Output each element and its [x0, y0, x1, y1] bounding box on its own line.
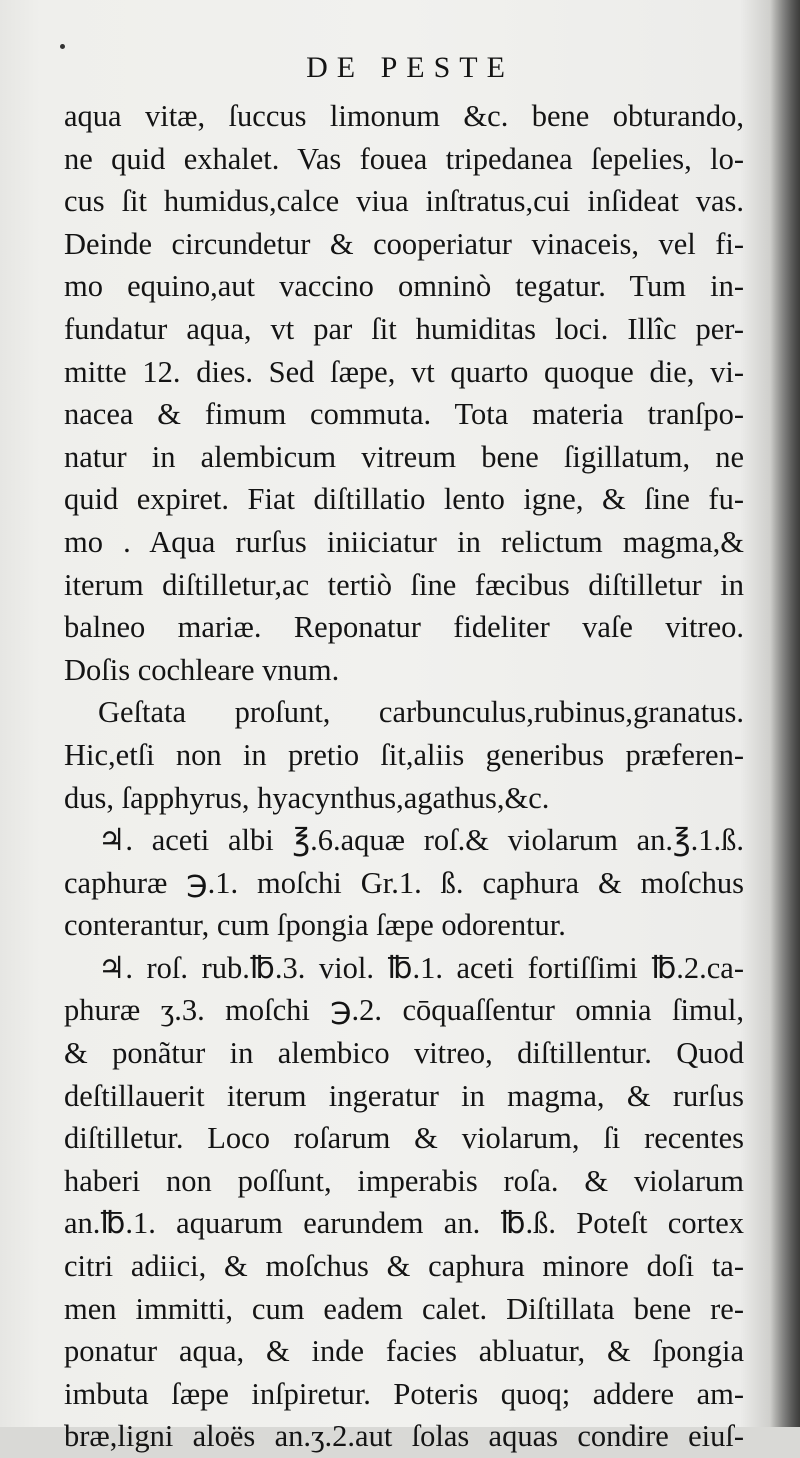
text-line: conterantur, cum ſpongia ſæpe odorentur.: [64, 908, 566, 943]
body-text: [64, 95, 744, 1458]
text-line: ne quid exhalet. Vas fouea tripedanea ſepelies, lo-: [64, 141, 744, 176]
text-line: Geſtata proſunt, carbunculus,rubinus,granatus.: [98, 695, 744, 730]
text-line: Doſis cochleare vnum.: [64, 652, 340, 687]
text-line: fundatur aqua, vt par ſit humiditas loci. Illîc per-: [64, 311, 744, 346]
text-line: deſtillauerit iterum ingeratur in magma, & rurſus: [64, 1078, 744, 1113]
text-line: ponatur aqua, & inde facies abluatur, & ſpongia: [64, 1334, 744, 1369]
text-line: diſtilletur. Loco roſarum & violarum, ſi recentes: [64, 1121, 744, 1156]
text-line: ♃. aceti albi ℥.6.aquæ roſ.& violarum an.℥.1.ß.: [98, 823, 744, 858]
page-edge-shadow: [770, 0, 800, 1427]
text-line: Hic,etſi non in pretio ſit,aliis generibus præferen-: [64, 737, 744, 772]
text-line: an.℔.1. aquarum earundem an. ℔.ß. Poteſt cortex: [64, 1206, 744, 1241]
text-line: imbuta ſæpe inſpiretur. Poteris quoq; addere am-: [64, 1376, 744, 1411]
text-line: mitte 12. dies. Sed ſæpe, vt quarto quoque die, vi-: [64, 354, 744, 389]
text-line: natur in alembicum vitreum bene ſigillatum, ne: [64, 439, 744, 474]
text-line: dus, ſapphyrus, hyacynthus,agathus,&c.: [64, 780, 550, 815]
text-line: nacea & fimum commuta. Tota materia tranſpo-: [64, 397, 744, 432]
text-line: mo . Aqua rurſus iniiciatur in relictum magma,&: [64, 524, 744, 559]
running-header: DE PESTE: [306, 51, 514, 84]
text-line: ♃. roſ. rub.℔.3. viol. ℔.1. aceti fortiſſimi ℔.2.ca-: [98, 950, 744, 985]
text-line: phuræ ʒ.3. moſchi ℈.2. cōquaſſentur omnia ſimul,: [64, 993, 744, 1028]
text-line: men immitti, cum eadem calet. Diſtillata bene re-: [64, 1291, 744, 1326]
text-line: mo equino,aut vaccino omninò tegatur. Tum in-: [64, 269, 744, 304]
text-line: bræ,ligni aloës an.ʒ.2.aut ſolas aquas condire eiuſ-: [64, 1419, 744, 1454]
text-line: citri adiici, & moſchus & caphura minore doſi ta-: [64, 1249, 744, 1284]
text-line: & ponãtur in alembico vitreo, diſtillentur. Quod: [64, 1036, 744, 1071]
text-line: iterum diſtilletur,ac tertiò ſine fæcibus diſtilletur in: [64, 567, 744, 602]
text-line: cus ſit humidus,calce viua inſtratus,cui inſideat vas.: [64, 184, 744, 219]
text-line: aqua vitæ, ſuccus limonum &c. bene obturando,: [64, 99, 744, 133]
text-line: quid expiret. Fiat diſtillatio lento igne, & ſine fu-: [64, 482, 744, 517]
text-line: caphuræ ℈.1. moſchi Gr.1. ß. caphura & moſchus: [64, 865, 744, 900]
text-line: Deinde circundetur & cooperiatur vinaceis, vel fi-: [64, 226, 744, 261]
text-line: haberi non poſſunt, imperabis roſa. & violarum: [64, 1163, 744, 1198]
text-line: balneo mariæ. Reponatur fideliter vaſe vitreo.: [64, 610, 744, 645]
